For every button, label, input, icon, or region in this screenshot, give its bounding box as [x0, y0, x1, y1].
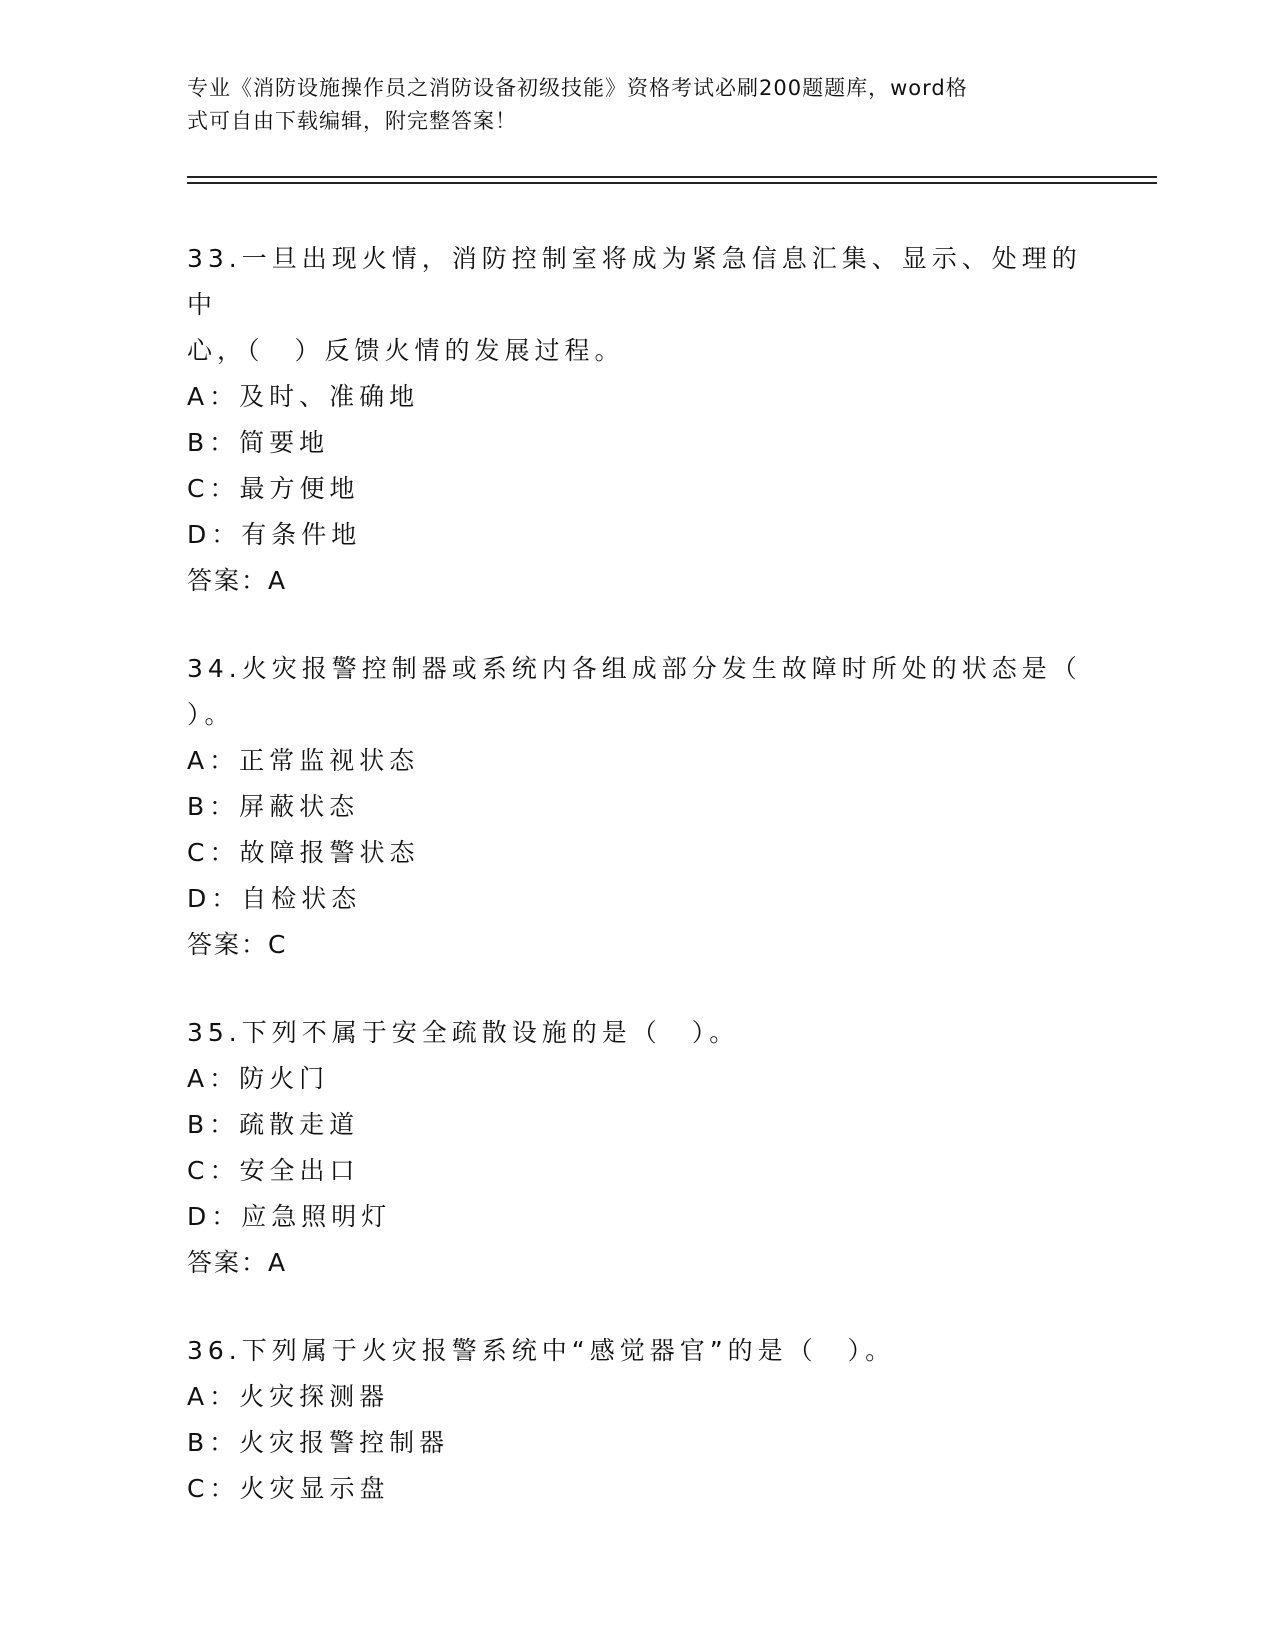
option-d: D：有条件地 — [187, 520, 362, 549]
option-a: A：防火门 — [187, 1064, 330, 1093]
header-divider-bottom — [187, 182, 1157, 184]
option-c: C：安全出口 — [187, 1156, 360, 1185]
option-b: B：屏蔽状态 — [187, 792, 360, 821]
option-d: D：应急照明灯 — [187, 1202, 392, 1231]
header-line-2: 式可自由下载编辑，附完整答案！ — [187, 109, 517, 133]
option-c: C：故障报警状态 — [187, 838, 420, 867]
option-c: C：最方便地 — [187, 474, 360, 503]
question-text-line: 心，（ ）反馈火情的发展过程。 — [187, 336, 625, 365]
question-text-line: 36.下列属于火灾报警系统中“感觉器官”的是（ ）。 — [187, 1336, 896, 1365]
question-list — [187, 236, 1087, 1554]
option-b: B：疏散走道 — [187, 1110, 360, 1139]
option-a: A：正常监视状态 — [187, 746, 420, 775]
option-a: A：及时、准确地 — [187, 382, 420, 411]
option-b: B：火灾报警控制器 — [187, 1428, 450, 1457]
option-b: B：简要地 — [187, 428, 330, 457]
question-34 — [187, 646, 1087, 968]
question-text-line: 33.一旦出现火情，消防控制室将成为紧急信息汇集、显示、处理的中 — [187, 244, 1082, 319]
document-header — [187, 72, 1067, 138]
answer: 答案：C — [187, 930, 288, 959]
answer: 答案：A — [187, 566, 288, 595]
question-36 — [187, 1328, 1087, 1512]
question-text-line: 35.下列不属于安全疏散设施的是（ ）。 — [187, 1018, 740, 1047]
question-33 — [187, 236, 1087, 604]
header-divider-top — [187, 176, 1157, 178]
option-d: D：自检状态 — [187, 884, 362, 913]
option-c: C：火灾显示盘 — [187, 1474, 390, 1503]
answer: 答案：A — [187, 1248, 288, 1277]
question-35 — [187, 1010, 1087, 1286]
question-text-line: ）。 — [187, 700, 235, 729]
question-text-line: 34.火灾报警控制器或系统内各组成部分发生故障时所处的状态是（ — [187, 654, 1082, 683]
option-a: A：火灾探测器 — [187, 1382, 390, 1411]
header-line-1: 专业《消防设施操作员之消防设备初级技能》资格考试必刷200题题库，word格 — [187, 76, 968, 100]
